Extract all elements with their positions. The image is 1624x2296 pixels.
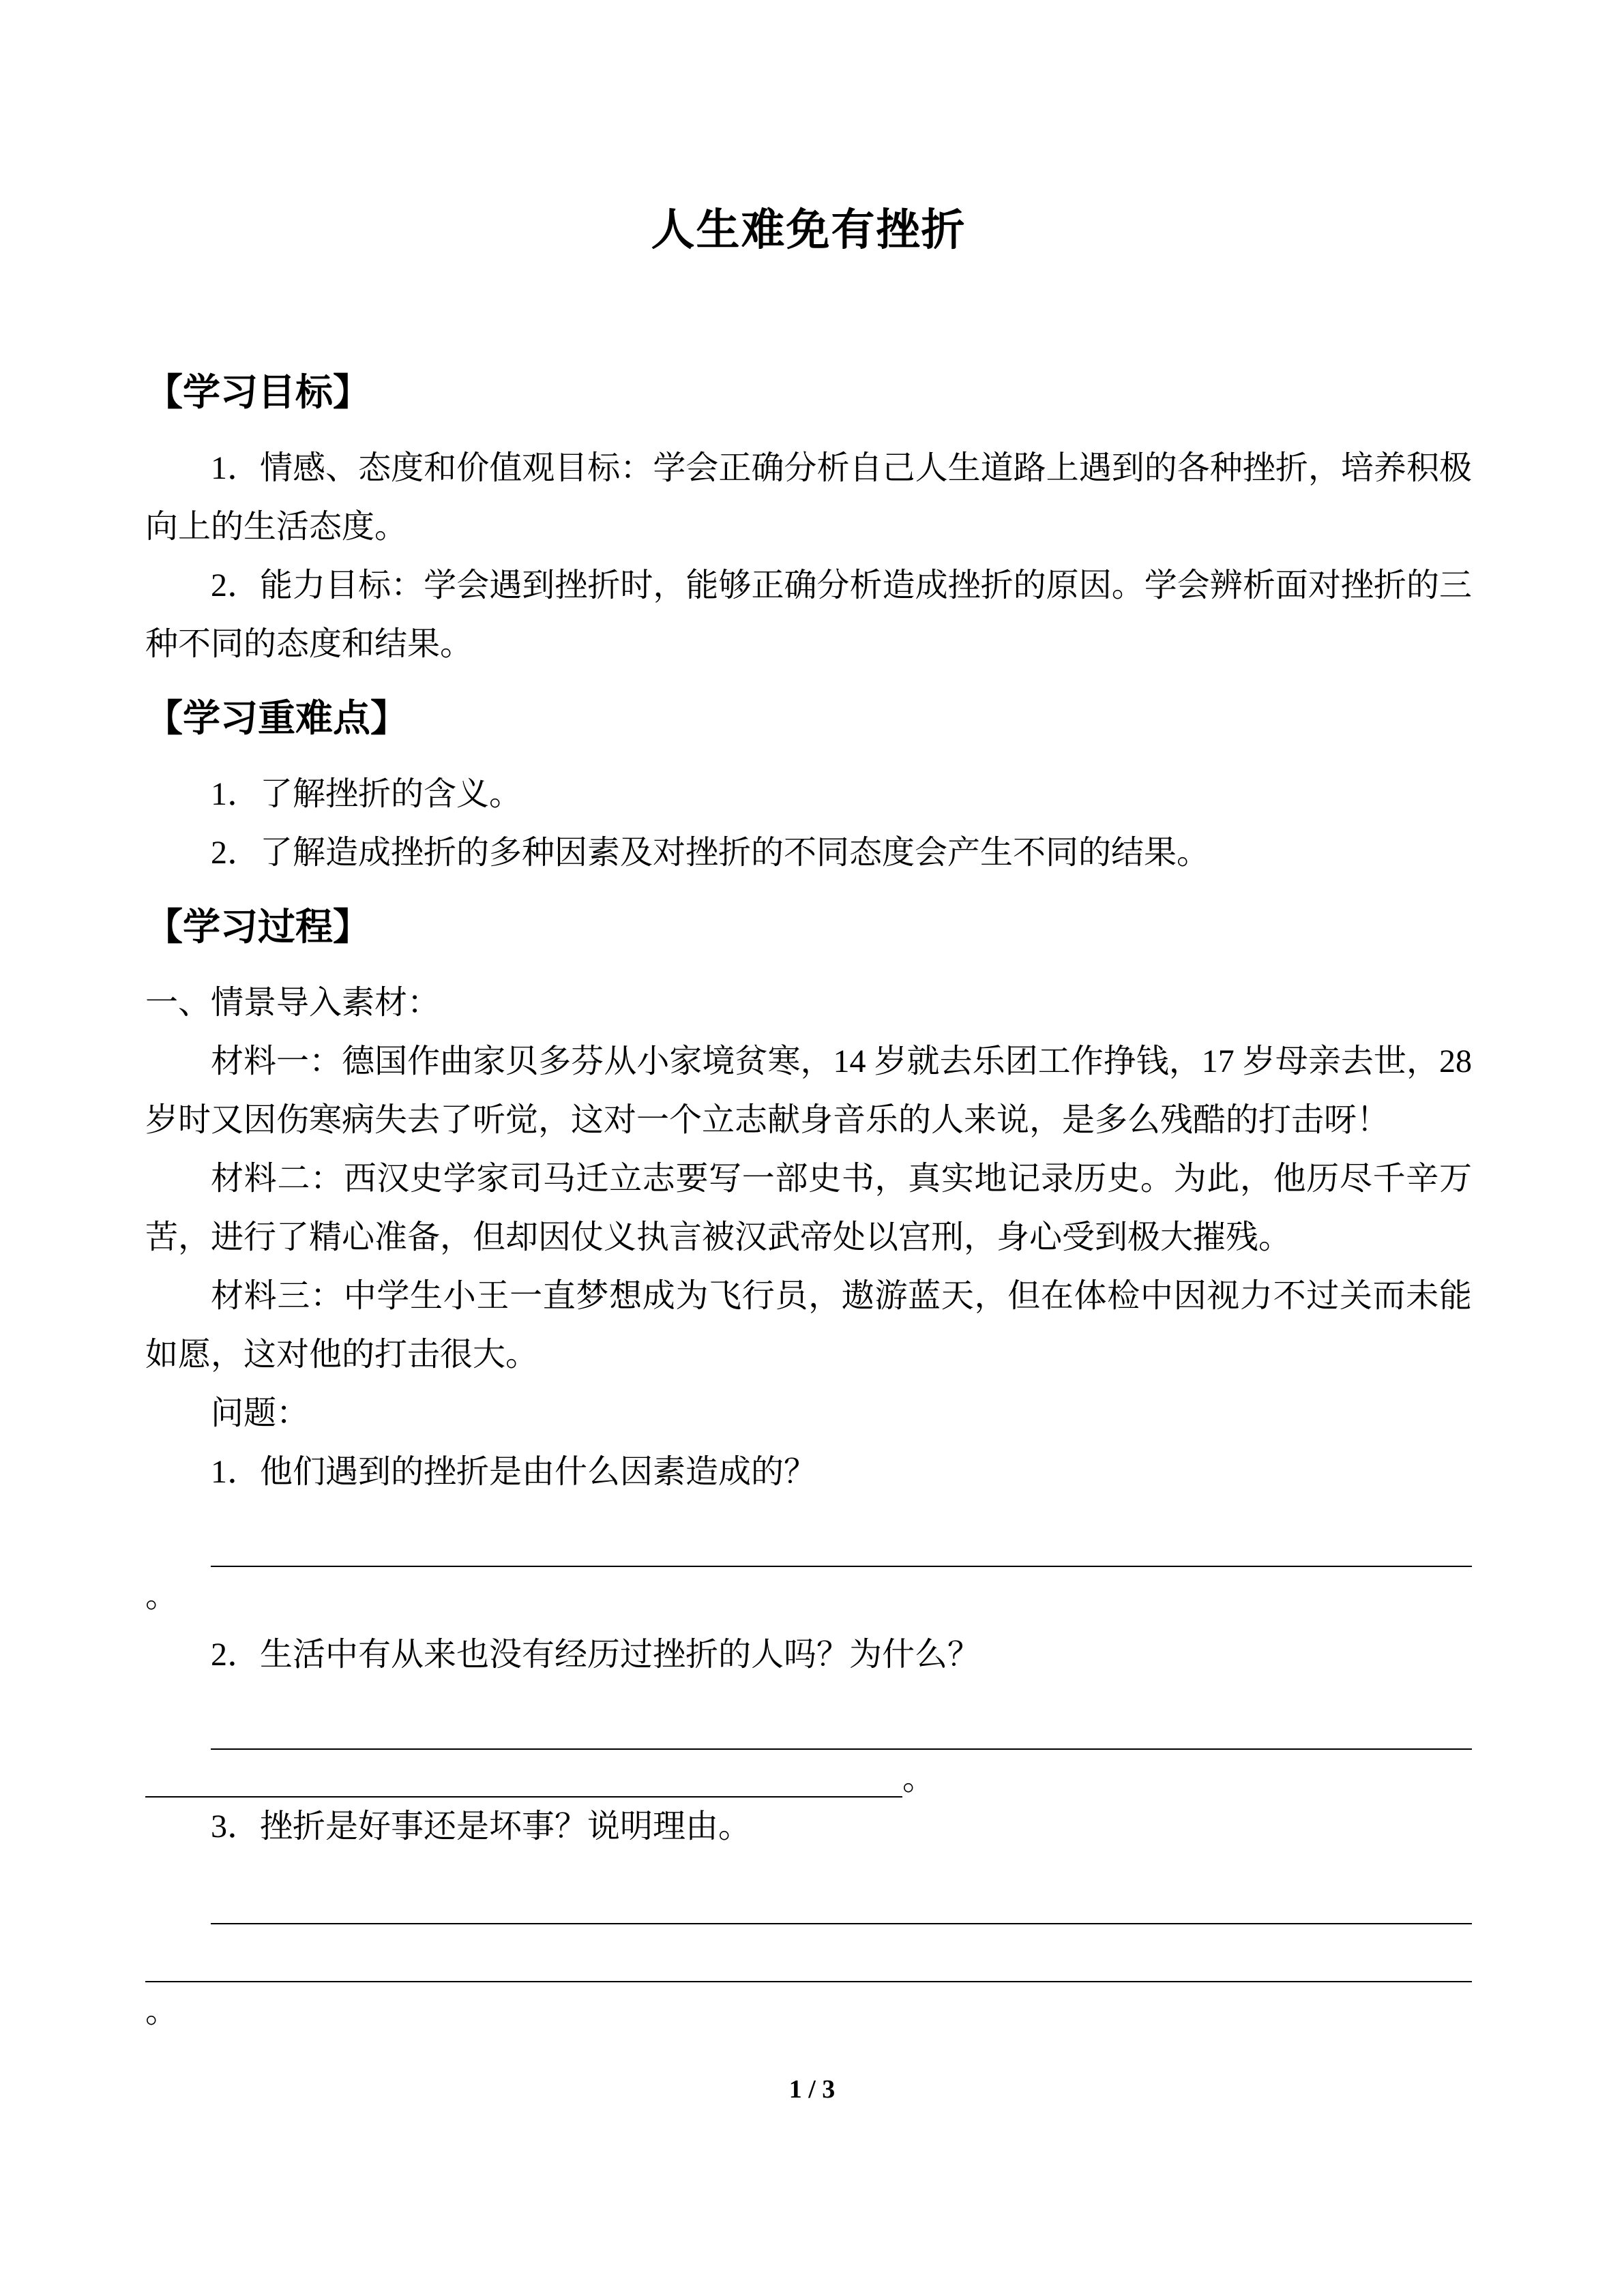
answer-blank-line-q1 — [211, 1502, 1472, 1567]
period-after-q2: 。 — [902, 1761, 936, 1797]
objective-item-1: 1．情感、态度和价值观目标：学会正确分析自己人生道路上遇到的各种挫折，培养积极向上的生活态度。 — [145, 450, 1472, 545]
answer-blank-line-q2-first — [211, 1684, 1472, 1750]
page-number — [0, 2074, 1624, 2104]
answer-blank-line-q3-second — [145, 1924, 1472, 1982]
heading-learning-objectives: 【学习目标】 — [145, 372, 371, 413]
page-number-text: 1 / 3 — [788, 2075, 836, 2104]
heading-key-points: 【学习重难点】 — [145, 698, 409, 739]
answer-blank-line-q2-second — [145, 1750, 1472, 1798]
question-3: 3．挫折是好事还是坏事？说明理由。 — [211, 1808, 752, 1845]
material-2: 材料二：西汉史学家司马迁立志要写一部史书，真实地记录历史。为此，他历尽千辛万苦，进行了精心准备，但却因仗义执言被汉武帝处以宫刑，身心受到极大摧残。 — [145, 1161, 1472, 1255]
key-point-2: 2．了解造成挫折的多种因素及对挫折的不同态度会产生不同的结果。 — [211, 835, 1210, 871]
questions-label: 问题： — [211, 1395, 310, 1431]
document-title: 人生难免有挫折 — [651, 206, 966, 254]
question-1: 1．他们遇到的挫折是由什么因素造成的？ — [211, 1454, 817, 1490]
objective-item-2: 2．能力目标：学会遇到挫折时，能够正确分析造成挫折的原因。学会辨析面对挫折的三种不同的态度和结果。 — [145, 567, 1472, 662]
material-1: 材料一：德国作曲家贝多芬从小家境贫寒，14 岁就去乐团工作挣钱，17 岁母亲去世，28 岁时又因伤寒病失去了听觉，这对一个立志献身音乐的人来说，是多么残酷的打击呀！ — [145, 1043, 1472, 1138]
key-point-1: 1．了解挫折的含义。 — [211, 776, 522, 812]
heading-learning-process: 【学习过程】 — [145, 906, 371, 948]
answer-blank-rule-q2 — [145, 1750, 902, 1798]
material-3: 材料三：中学生小王一直梦想成为飞行员，遨游蓝天，但在体检中因视力不过关而未能如愿，这对他的打击很大。 — [145, 1278, 1472, 1373]
question-2: 2．生活中有从来也没有经历过挫折的人吗？为什么？ — [211, 1637, 981, 1673]
process-section-title: 一、情景导入素材： — [145, 985, 441, 1021]
answer-blank-line-q3-first — [211, 1856, 1472, 1924]
period-after-q3: 。 — [145, 1993, 179, 2029]
period-after-q1: 。 — [145, 1578, 179, 1614]
